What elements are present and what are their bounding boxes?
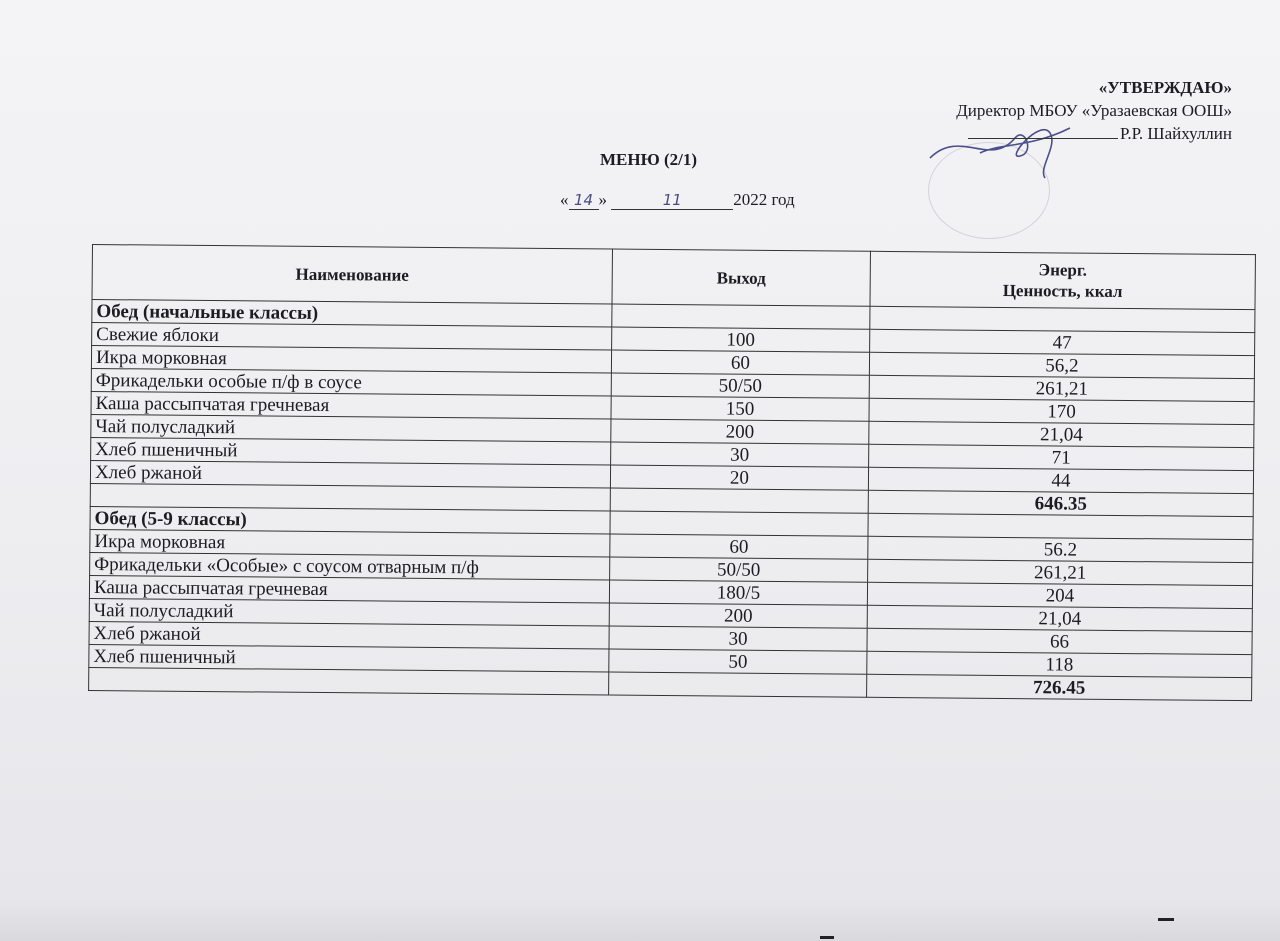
- menu-date: [560, 190, 795, 210]
- date-day: 14: [569, 191, 599, 210]
- menu-table: [88, 244, 1256, 701]
- item-output: 100: [612, 327, 870, 352]
- item-name: Икра морковная: [91, 346, 611, 374]
- item-energy: 21,04: [869, 421, 1254, 447]
- item-output: 30: [611, 442, 869, 467]
- photo-bottom-edge: [0, 901, 1280, 941]
- item-name: Фрикадельки «Особые» с соусом отварным п/ф: [90, 552, 610, 580]
- item-output: 150: [611, 396, 869, 421]
- item-energy: 56,2: [869, 352, 1254, 378]
- item-energy: 261,21: [868, 559, 1253, 585]
- date-month: 11: [611, 191, 733, 210]
- item-name: Каша рассыпчатая гречневая: [91, 391, 611, 419]
- item-energy: 44: [868, 467, 1253, 493]
- item-energy: 170: [869, 398, 1254, 424]
- item-output: 200: [611, 419, 869, 444]
- item-energy: 118: [867, 651, 1252, 677]
- item-output: 30: [609, 626, 867, 651]
- item-energy: 56.2: [868, 536, 1253, 562]
- date-close-quote: »: [598, 190, 607, 209]
- item-output: 50/50: [610, 557, 868, 582]
- date-year: 2022 год: [733, 190, 795, 209]
- section-total: 646.35: [868, 490, 1253, 516]
- approval-director: Директор МБОУ «Уразаевская ООШ»: [956, 101, 1232, 120]
- item-name: Хлеб пшеничный: [91, 437, 611, 465]
- item-energy: 261,21: [869, 375, 1254, 401]
- item-energy: 47: [870, 329, 1255, 355]
- item-name: Свежие яблоки: [92, 323, 612, 351]
- item-name: Чай полусладкий: [91, 414, 611, 442]
- section-title: Обед (начальные классы): [92, 300, 612, 328]
- header-energy: [870, 251, 1255, 309]
- date-open-quote: «: [560, 190, 569, 209]
- item-output: 50: [609, 649, 867, 674]
- item-energy: 204: [867, 582, 1252, 608]
- item-name: Икра морковная: [90, 529, 610, 557]
- section-title: Обед (5-9 классы): [90, 506, 610, 534]
- item-name: Хлеб ржаной: [89, 621, 609, 649]
- item-name: Каша рассыпчатая гречневая: [89, 575, 609, 603]
- approval-block: [956, 76, 1232, 145]
- item-output: 60: [611, 350, 869, 375]
- header-output: Выход: [612, 249, 870, 306]
- item-output: 200: [609, 603, 867, 628]
- item-energy: 21,04: [867, 605, 1252, 631]
- header-name: Наименование: [92, 245, 612, 305]
- item-name: Хлеб пшеничный: [89, 644, 609, 672]
- item-output: 180/5: [609, 580, 867, 605]
- section-total: 726.45: [867, 674, 1252, 700]
- approval-name: Р.Р. Шайхуллин: [1120, 124, 1232, 143]
- header-energy-line1: Энерг.: [1038, 260, 1088, 280]
- item-energy: 66: [867, 628, 1252, 654]
- item-output: 60: [610, 534, 868, 559]
- signature-line: [968, 124, 1118, 139]
- item-name: Чай полусладкий: [89, 598, 609, 626]
- header-energy-line2: Ценность, ккал: [1002, 280, 1123, 301]
- table-header-row: [92, 245, 1255, 310]
- item-energy: 71: [869, 444, 1254, 470]
- item-output: 20: [610, 465, 868, 490]
- approval-title: «УТВЕРЖДАЮ»: [1098, 78, 1232, 97]
- item-name: Фрикадельки особые п/ф в соусе: [91, 368, 611, 396]
- item-name: Хлеб ржаной: [90, 460, 610, 488]
- menu-title: МЕНЮ (2/1): [600, 150, 698, 169]
- item-output: 50/50: [611, 373, 869, 398]
